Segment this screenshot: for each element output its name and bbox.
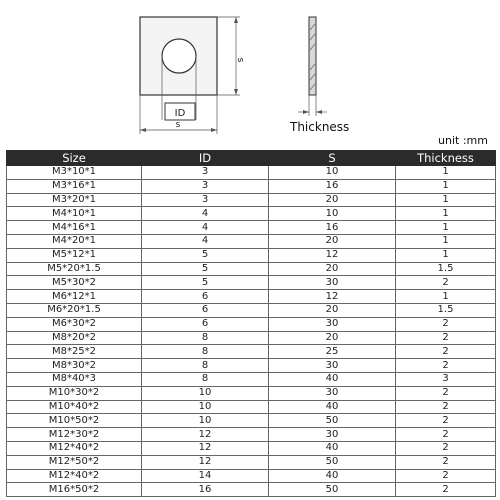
cell-size: M4*20*1	[7, 234, 142, 248]
cell-thickness: 1	[396, 221, 496, 235]
cell-s: 30	[269, 317, 396, 331]
cell-size: M3*20*1	[7, 193, 142, 207]
cell-id: 6	[142, 303, 269, 317]
cell-s: 10	[269, 166, 396, 180]
cell-id: 5	[142, 262, 269, 276]
cell-size: M4*10*1	[7, 207, 142, 221]
cell-size: M3*10*1	[7, 166, 142, 180]
cell-thickness: 2	[396, 441, 496, 455]
cell-thickness: 2	[396, 359, 496, 373]
cell-id: 6	[142, 317, 269, 331]
cell-size: M5*30*2	[7, 276, 142, 290]
cell-id: 3	[142, 166, 269, 180]
table-row	[7, 317, 496, 331]
cell-thickness: 1	[396, 207, 496, 221]
table-row	[7, 166, 496, 180]
cell-size: M12*40*2	[7, 469, 142, 483]
cell-thickness: 2	[396, 331, 496, 345]
cell-s: 40	[269, 400, 396, 414]
cell-s: 50	[269, 483, 396, 497]
table-row	[7, 193, 496, 207]
cell-id: 10	[142, 400, 269, 414]
header-thickness: Thickness	[396, 151, 496, 166]
cell-thickness: 1	[396, 193, 496, 207]
s-width-dimension-label: s	[175, 120, 181, 130]
cell-s: 30	[269, 276, 396, 290]
cell-id: 6	[142, 290, 269, 304]
cell-id: 5	[142, 276, 269, 290]
cell-s: 40	[269, 372, 396, 386]
table-row	[7, 179, 496, 193]
table-row	[7, 262, 496, 276]
washer-diagram	[0, 0, 500, 140]
cell-thickness: 2	[396, 345, 496, 359]
table-header-row	[7, 151, 496, 166]
cell-size: M6*12*1	[7, 290, 142, 304]
cell-id: 8	[142, 345, 269, 359]
table-row	[7, 359, 496, 373]
cell-size: M10*30*2	[7, 386, 142, 400]
cell-thickness: 2	[396, 469, 496, 483]
cell-thickness: 3	[396, 372, 496, 386]
cell-thickness: 2	[396, 276, 496, 290]
cell-size: M12*40*2	[7, 441, 142, 455]
cell-id: 12	[142, 428, 269, 442]
cell-s: 12	[269, 248, 396, 262]
cell-s: 20	[269, 303, 396, 317]
cell-size: M8*20*2	[7, 331, 142, 345]
cell-id: 12	[142, 441, 269, 455]
cell-id: 12	[142, 455, 269, 469]
cell-id: 10	[142, 386, 269, 400]
cell-thickness: 1.5	[396, 303, 496, 317]
cell-size: M10*50*2	[7, 414, 142, 428]
header-id: ID	[142, 151, 269, 166]
cell-id: 4	[142, 207, 269, 221]
cell-id: 4	[142, 234, 269, 248]
spec-table	[6, 150, 496, 497]
cell-s: 10	[269, 207, 396, 221]
cell-size: M8*25*2	[7, 345, 142, 359]
cell-id: 4	[142, 221, 269, 235]
cell-s: 20	[269, 262, 396, 276]
cell-thickness: 1	[396, 179, 496, 193]
table-row	[7, 221, 496, 235]
cell-s: 16	[269, 179, 396, 193]
cell-s: 20	[269, 234, 396, 248]
table-row	[7, 234, 496, 248]
cell-thickness: 1	[396, 290, 496, 304]
cell-size: M5*12*1	[7, 248, 142, 262]
table-row	[7, 400, 496, 414]
cell-s: 30	[269, 359, 396, 373]
table-row	[7, 290, 496, 304]
washer-side-view	[298, 17, 327, 116]
cell-thickness: 2	[396, 386, 496, 400]
washer-front-view	[140, 17, 245, 134]
cell-s: 12	[269, 290, 396, 304]
table-row	[7, 483, 496, 497]
cell-thickness: 2	[396, 428, 496, 442]
cell-s: 16	[269, 221, 396, 235]
unit-label: unit :mm	[438, 134, 488, 147]
cell-size: M12*50*2	[7, 455, 142, 469]
cell-thickness: 1	[396, 234, 496, 248]
cell-id: 8	[142, 372, 269, 386]
cell-thickness: 2	[396, 483, 496, 497]
cell-s: 40	[269, 441, 396, 455]
cell-s: 25	[269, 345, 396, 359]
header-s: S	[269, 151, 396, 166]
cell-size: M5*20*1.5	[7, 262, 142, 276]
cell-s: 30	[269, 428, 396, 442]
cell-id: 3	[142, 193, 269, 207]
cell-id: 8	[142, 331, 269, 345]
cell-s: 20	[269, 331, 396, 345]
cell-s: 30	[269, 386, 396, 400]
table-row	[7, 386, 496, 400]
table-row	[7, 441, 496, 455]
cell-size: M16*50*2	[7, 483, 142, 497]
s-height-dimension-label: s	[235, 57, 245, 63]
cell-thickness: 1	[396, 248, 496, 262]
cell-s: 20	[269, 193, 396, 207]
cell-id: 14	[142, 469, 269, 483]
header-size: Size	[7, 151, 142, 166]
table-row	[7, 345, 496, 359]
table-body	[7, 166, 496, 497]
cell-thickness: 2	[396, 317, 496, 331]
cell-size: M10*40*2	[7, 400, 142, 414]
table-row	[7, 455, 496, 469]
cell-thickness: 2	[396, 455, 496, 469]
cell-size: M12*30*2	[7, 428, 142, 442]
id-dimension-label: ID	[174, 108, 186, 119]
cell-id: 8	[142, 359, 269, 373]
table-row	[7, 303, 496, 317]
cell-thickness: 2	[396, 400, 496, 414]
cell-id: 5	[142, 248, 269, 262]
cell-size: M8*30*2	[7, 359, 142, 373]
table-row	[7, 428, 496, 442]
cell-thickness: 1.5	[396, 262, 496, 276]
cell-size: M4*16*1	[7, 221, 142, 235]
table-row	[7, 331, 496, 345]
cell-s: 50	[269, 414, 396, 428]
table-row	[7, 248, 496, 262]
thickness-caption: Thickness	[290, 120, 350, 134]
table-row	[7, 207, 496, 221]
table-row	[7, 372, 496, 386]
cell-size: M6*30*2	[7, 317, 142, 331]
cell-size: M3*16*1	[7, 179, 142, 193]
cell-id: 3	[142, 179, 269, 193]
cell-size: M6*20*1.5	[7, 303, 142, 317]
table-row	[7, 414, 496, 428]
cell-id: 16	[142, 483, 269, 497]
cell-s: 50	[269, 455, 396, 469]
cell-s: 40	[269, 469, 396, 483]
cell-size: M8*40*3	[7, 372, 142, 386]
cell-thickness: 2	[396, 414, 496, 428]
cell-thickness: 1	[396, 166, 496, 180]
cell-id: 10	[142, 414, 269, 428]
table-row	[7, 276, 496, 290]
table-row	[7, 469, 496, 483]
